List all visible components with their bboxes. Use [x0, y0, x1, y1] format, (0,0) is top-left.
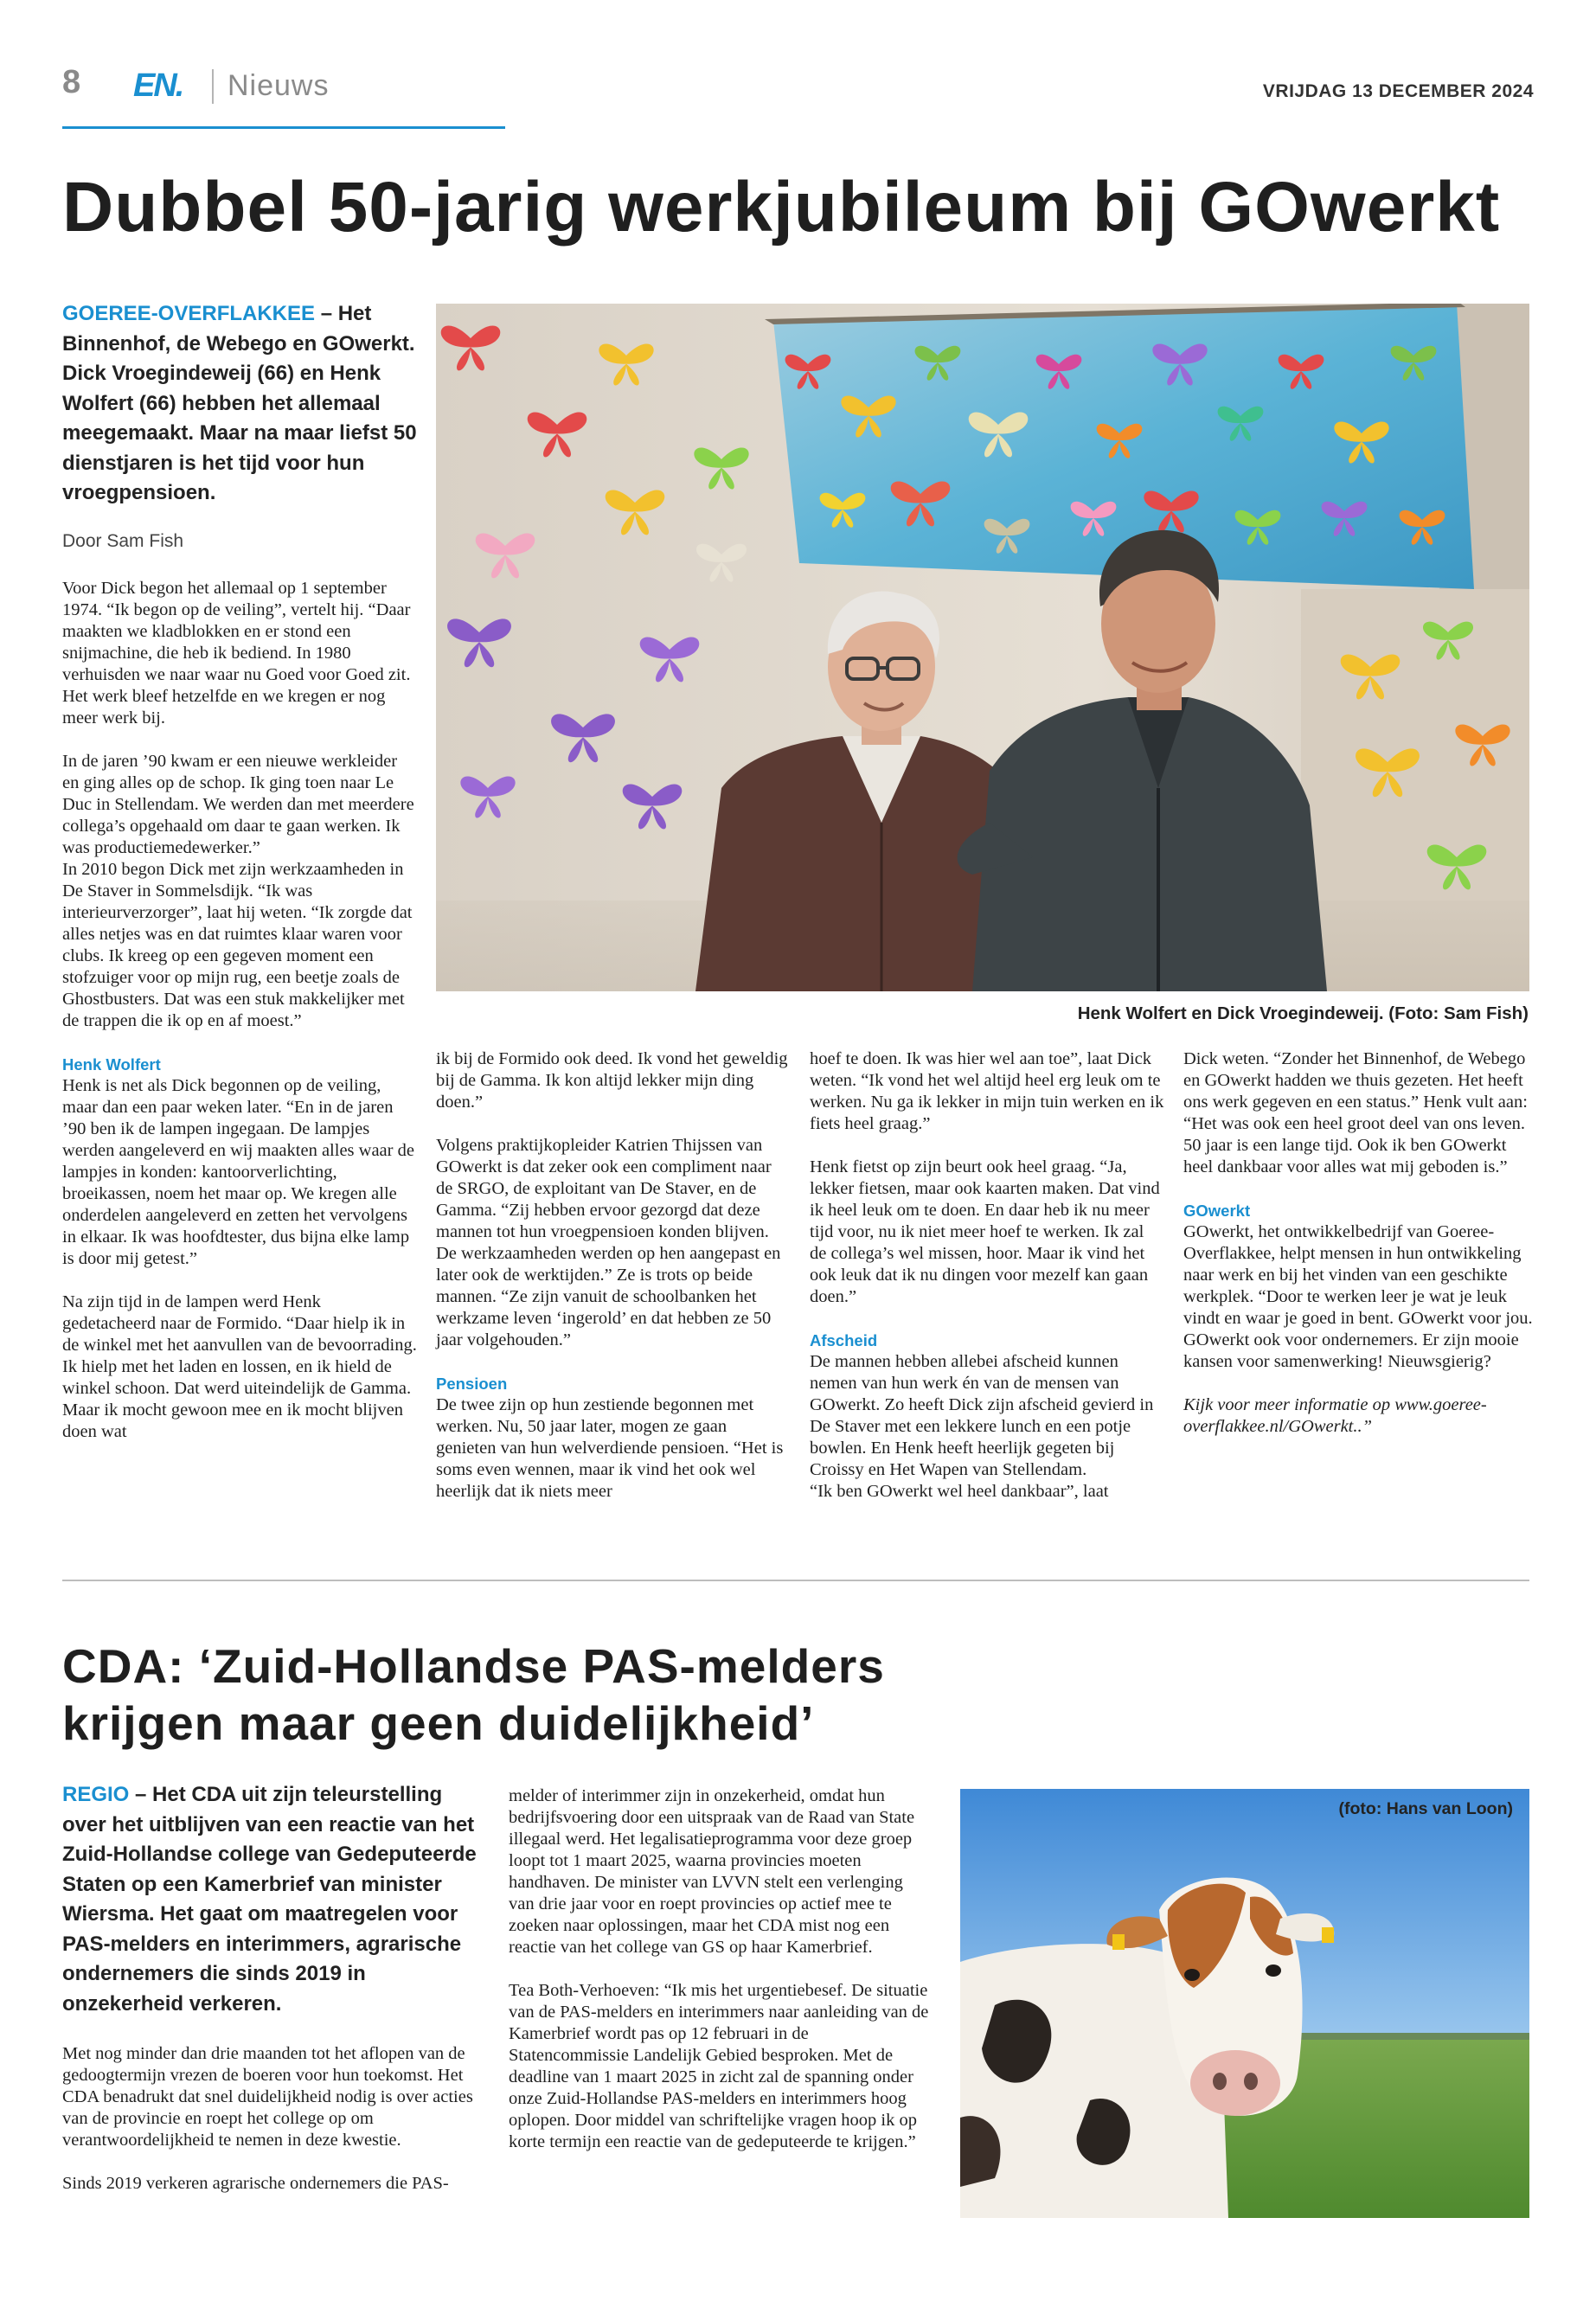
article-1-column-1	[62, 578, 417, 1443]
subheading-gowerkt: GOwerkt	[1183, 1202, 1251, 1220]
header-divider	[212, 69, 214, 104]
article-divider	[62, 1580, 1529, 1581]
paragraph: In de jaren ’90 kwam er een nieuwe werkleider en ging alles op de schop. Ik ging toen naar Le Duc in Stellendam. We werden dan met meerdere collega’s opgehaald om daar te gaan werken. Ik was productiemedewerker.”	[62, 752, 414, 857]
section-label: Nieuws	[228, 69, 330, 102]
paragraph: Henk fietst op zijn beurt ook heel graag. “Ja, lekker fietsen, maar ook kaarten maken. Dat vind ik heel leuk om te doen. En daar heb ik nu meer tijd voor, nu ik niet meer hoef te werken. Ik zal de collega’s wel missen, hoor. Maar ik vind het ook leuk dat ik nu dingen voor mezelf kan gaan doen.”	[810, 1157, 1160, 1306]
article-2-column-2	[509, 1785, 929, 2153]
paragraph: Volgens praktijkopleider Katrien Thijssen van GOwerkt is dat zeker ook een compliment naar de SRGO, de exploitant van De Staver, en de Gamma. “Zij hebben ervoor gezorgd dat deze mannen tot hun vroegpensioen konden blijven. De werkzaamheden werden op hen aangepast en later ook de werktijden.” Ze is trots op beide mannen. “Ze zijn vanuit de schoolbanken het werkzame leven ‘ingerold’ en dat hebben ze 50 jaar volgehouden.”	[436, 1136, 781, 1349]
article-1-lead-text: – Het Binnenhof, de Webego en GOwerkt. Dick Vroegindeweij (66) en Henk Wolfert (66) hebben het allemaal meegemaakt. Maar na maar liefst 50 dienstjaren is het tijd voor hun vroegpensioen.	[62, 302, 417, 504]
paragraph: Voor Dick begon het allemaal op 1 september 1974. “Ik begon op de veiling”, vertelt hij. “Daar maakten we kladblokken en er stond een snijmachine, die heb ik bediend. In 1980 verhuisden we naar waar nu Goed voor Goed zit. Het werk bleef hetzelfde en we kregen er nog meer werk bij.	[62, 579, 411, 727]
article-1-photo	[436, 304, 1529, 991]
paragraph: De twee zijn op hun zestiende begonnen met werken. Nu, 50 jaar later, mogen ze gaan genieten van hun welverdiende pensioen. “Het is soms even wennen, maar ik vind het ook wel heerlijk dat ik niets meer	[436, 1395, 784, 1501]
article-1-kicker: GOEREE-OVERFLAKKEE	[62, 302, 316, 325]
paragraph: Na zijn tijd in de lampen werd Henk gedetacheerd naar de Formido. “Daar hielp ik in de winkel met het aanvullen van de bevoorrading. Ik hielp met het laden en lossen, en ik hield de winkel schoon. Dat werd uiteindelijk de Gamma. Maar ik mocht gewoon mee en ik mocht blijven doen wat	[62, 1292, 417, 1441]
article-1-headline: Dubbel 50-jarig werkjubileum bij GOwerkt	[62, 168, 1501, 247]
issue-date: VRIJDAG 13 DECEMBER 2024	[1262, 81, 1534, 101]
publication-logo: EN.	[133, 67, 183, 104]
article-1-column-4	[1183, 1048, 1536, 1438]
paragraph: ik bij de Formido ook deed. Ik vond het geweldig bij de Gamma. Ik kon altijd lekker mijn ding doen.”	[436, 1049, 788, 1112]
paragraph: Met nog minder dan drie maanden tot het aflopen van de gedoogtermijn vrezen de boeren voor hun toekomst. Het CDA benadrukt dat snel duidelijkheid nodig is over acties van de provincie en roept het college op om verantwoordelijkheid te nemen in deze kwestie.	[62, 2044, 473, 2150]
headline-line: krijgen maar geen duidelijkheid’	[62, 1696, 815, 1750]
article-2-lead	[62, 1780, 482, 2019]
article-2-lead-text: – Het CDA uit zijn teleurstelling over het uitblijven van een reactie van het Zuid-Hollandse college van Gedeputeerde Staten op een Kamerbrief van minister Wiersma. Het gaat om maatregelen voor PAS-melders en interimmers, agrarische ondernemers die sinds 2019 in onzekerheid verkeren.	[62, 1783, 477, 2016]
article-2-photo-caption: (foto: Hans van Loon)	[1338, 1799, 1513, 1818]
more-info-link-text[interactable]: Kijk voor meer informatie op www.goeree-overflakkee.nl/GOwerkt..”	[1183, 1395, 1487, 1436]
article-1-photo-caption: Henk Wolfert en Dick Vroegindeweij. (Foto: Sam Fish)	[1077, 1003, 1529, 1023]
article-1-column-2	[436, 1048, 791, 1503]
paragraph: “Ik ben GOwerkt wel heel dankbaar”, laat	[810, 1482, 1109, 1501]
article-2-column-1	[62, 2043, 482, 2195]
paragraph: Sinds 2019 verkeren agrarische ondernemers die PAS-	[62, 2174, 449, 2193]
article-1-column-3	[810, 1048, 1164, 1503]
article-1-byline: Door Sam Fish	[62, 531, 184, 551]
subheading-afscheid: Afscheid	[810, 1331, 878, 1349]
headline-line: CDA: ‘Zuid-Hollandse PAS-melders	[62, 1639, 885, 1693]
paragraph: Dick weten. “Zonder het Binnenhof, de Webego en GOwerkt hadden we thuis gezeten. Het heeft ons werk gegeven en een status.” Henk vult aan: “Het was ook een heel groot deel van ons leven. 50 jaar is een lange tijd. Ook ik ben GOwerkt heel dankbaar voor alles wat mij geboden is.”	[1183, 1049, 1528, 1176]
article-2-photo	[960, 1789, 1529, 2218]
header-rule	[62, 126, 505, 129]
paragraph: hoef te doen. Ik was hier wel aan toe”, laat Dick weten. “Ik vond het wel altijd heel erg leuk om te werken. Nu ga ik lekker in mijn tuin werken en ik fiets heel graag.”	[810, 1049, 1164, 1133]
paragraph: Tea Both-Verhoeven: “Ik mis het urgentiebesef. De situatie van de PAS-melders en interimmers naar aanleiding van de Kamerbrief wordt pas op 12 februari in de Statencommissie Landelijk Gebied besproken. Met de deadline van 1 maart 2025 in zicht zal de spanning onder onze Zuid-Hollandse PAS-melders en interimmers hoog oplopen. Door middel van schriftelijke vragen hoop ik op korte termijn een reactie van de gedeputeerde te krijgen.”	[509, 1981, 929, 2151]
page-number: 8	[62, 64, 81, 100]
article-2-kicker: REGIO	[62, 1783, 130, 1806]
paragraph: De mannen hebben allebei afscheid kunnen nemen van hun werk én van de mensen van GOwerkt. Zo heeft Dick zijn afscheid gevierd in De Staver met een lekkere lunch en een potje bowlen. En Henk heeft heerlijk gegeten bij Croissy en Het Wapen van Stellendam.	[810, 1352, 1154, 1479]
subheading-henk-wolfert: Henk Wolfert	[62, 1055, 161, 1074]
article-1-lead	[62, 299, 417, 509]
paragraph: GOwerkt, het ontwikkelbedrijf van Goeree-Overflakkee, helpt mensen in hun ontwikkeling naar werk en bij het vinden van een geschikte werkplek. “Door te werken leer je wat je leuk vindt en waar je goed in bent. GOwerkt voor jou. GOwerkt ook voor ondernemers. Er zijn mooie kansen voor samenwerking! Nieuwsgierig?	[1183, 1222, 1533, 1371]
article-2-headline	[62, 1638, 885, 1752]
paragraph: In 2010 begon Dick met zijn werkzaamheden in De Staver in Sommelsdijk. “Ik was interieurverzorger”, laat hij weten. “Ik zorgde dat alles netjes was en dat ruimtes klaar waren voor clubs. Ik kreeg op een gegeven moment een stofzuiger voor op mijn rug, een beetje zoals de Ghostbusters. Dat was een stuk makkelijker met de trappen die ik op en af moest.”	[62, 860, 413, 1030]
paragraph: melder of interimmer zijn in onzekerheid, omdat hun bedrijfsvoering door een uitspraak van de Raad van State illegaal werd. Het legalisatieprogramma voor deze groep loopt tot 1 maart 2025, waarna provincies moeten handhaven. De minister van LVVN stelt een verlenging van drie jaar voor en roept provincies op actief mee te zoeken naar oplossingen, maar het CDA mist nog een reactie van het college van GS op haar Kamerbrief.	[509, 1786, 915, 1957]
more-info-note	[1183, 1394, 1536, 1438]
paragraph: Henk is net als Dick begonnen op de veiling, maar dan een paar weken later. “En in de jaren ’90 ben ik de lampen ingegaan. De lampjes werden aangeleverd en wij maakten alles waar de lampjes in konden: kantoorverlichting, broeikassen, noem het maar op. We kregen alle onderdelen aangeleverd en zetten het vervolgens in elkaar. Ik was hoofdtester, dus bijna elke lamp is door mij getest.”	[62, 1076, 414, 1268]
subheading-pensioen: Pensioen	[436, 1375, 508, 1393]
